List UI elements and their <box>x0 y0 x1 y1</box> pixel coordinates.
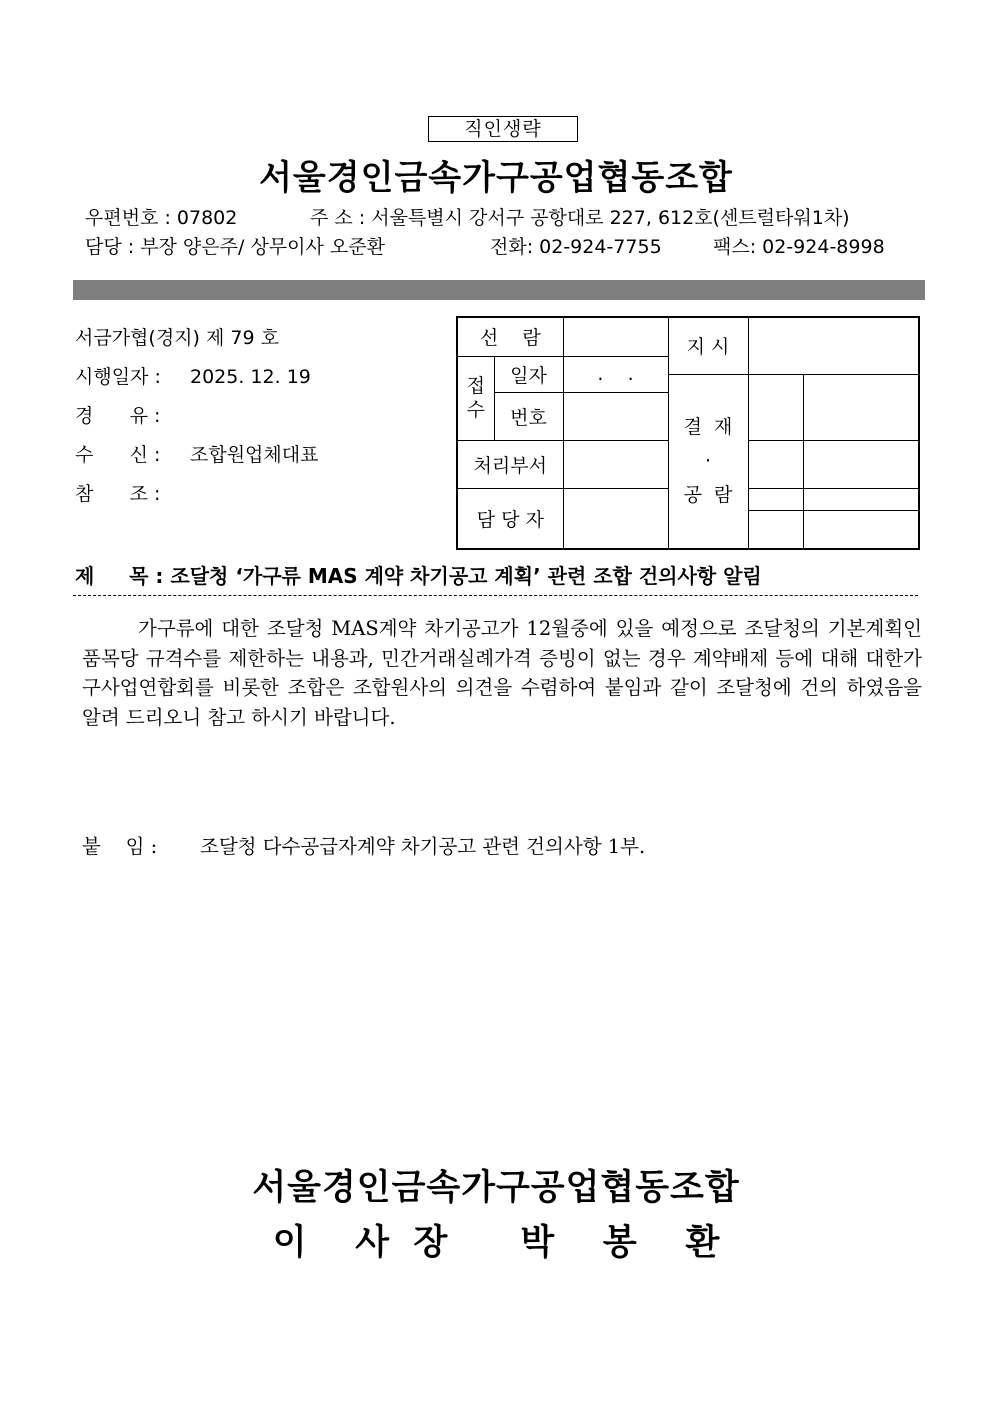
approval-cell-3b[interactable] <box>803 488 919 510</box>
approval-label-top: 결 재 <box>683 416 733 439</box>
stamp-omitted-note: 직인생략 <box>428 116 578 142</box>
approval-cell-4b[interactable] <box>803 510 919 549</box>
receipt-date-label: 일자 <box>494 356 563 392</box>
fax-number: 팩스: 02-924-8998 <box>713 236 885 258</box>
address: 주 소 : 서울특별시 강서구 공항대로 227, 612호(센트럴타워1차) <box>310 207 850 229</box>
attachment-text: 조달청 다수공급자계약 차기공고 관련 건의사항 1부. <box>200 835 646 858</box>
approval-cell-1b[interactable] <box>803 374 919 440</box>
department-label: 처리부서 <box>457 440 563 488</box>
receipt-label <box>457 356 494 440</box>
receipt-number-cell[interactable] <box>563 392 668 440</box>
header-divider-bar <box>73 280 925 300</box>
reference-row <box>75 479 181 506</box>
recipient-row <box>75 440 318 467</box>
via-row <box>75 401 181 428</box>
issue-date-row <box>75 362 311 389</box>
via-label: 경 유 : <box>75 405 161 427</box>
postal-code: 우편번호 : 07802 <box>85 207 238 229</box>
preview-cell[interactable] <box>563 317 668 356</box>
receipt-label-bottom: 수 <box>466 399 485 421</box>
recipient-label: 수 신 : <box>75 444 161 466</box>
recipient-value: 조합원업체대표 <box>190 444 319 466</box>
subject-divider <box>73 595 918 596</box>
approval-table <box>456 316 920 550</box>
signature-title-name: 이 사 장 박 봉 환 <box>272 1222 720 1263</box>
issue-date-value: 2025. 12. 19 <box>190 366 311 388</box>
subject-label: 제 목 : <box>75 564 164 588</box>
approval-cell-2b[interactable] <box>803 440 919 488</box>
attachment-label: 붙 임 : <box>82 835 158 858</box>
approval-cell-4a[interactable] <box>748 510 803 549</box>
receipt-label-top: 접 <box>466 375 485 397</box>
subject-text: 조달청 ‘가구류 MAS 계약 차기공고 계획’ 관련 조합 건의사항 알림 <box>170 564 762 588</box>
body-section <box>82 614 922 732</box>
manager-cell[interactable] <box>563 488 668 549</box>
receipt-date-value[interactable]: . . <box>563 356 668 392</box>
approval-cell-3a[interactable] <box>748 488 803 510</box>
approval-cell-1a[interactable] <box>748 374 803 440</box>
approval-cell-2a[interactable] <box>748 440 803 488</box>
manager-label: 담 당 자 <box>457 488 563 549</box>
approval-label <box>668 374 748 549</box>
reference-label: 참 조 : <box>75 483 161 505</box>
organization-title: 서울경인금속가구공업협동조합 <box>259 158 733 198</box>
issue-date-label: 시행일자 : <box>75 366 161 388</box>
approval-label-dot: · <box>704 450 712 473</box>
phone-number: 전화: 02-924-7755 <box>490 236 662 258</box>
department-cell[interactable] <box>563 440 668 488</box>
receipt-number-label: 번호 <box>494 392 563 440</box>
subject-line <box>75 560 762 589</box>
instruction-cell[interactable] <box>748 317 919 374</box>
instruction-label: 지 시 <box>668 317 748 374</box>
signature-organization: 서울경인금속가구공업협동조합 <box>252 1167 740 1208</box>
body-paragraph: 가구류에 대한 조달청 MAS계약 차기공고가 12월중에 있을 예정으로 조달청의 기본계획인 품목당 규격수를 제한하는 내용과, 민간거래실례가격 증빙이 없는 경우 계약배제 등에 대해 대한가구사업연합회를 비롯한 조합은 조합원사의 의견을 수렴하여 붙임과 같이 조달청에 건의 하였음을 알려 드리오니 참고 하시기 바랍니다. <box>82 617 922 729</box>
document-number: 서금가협(경지) 제 79 호 <box>75 327 279 349</box>
attachment-line <box>82 831 645 859</box>
contact-person: 담당 : 부장 양은주/ 상무이사 오준환 <box>85 236 385 258</box>
preview-label: 선 람 <box>457 317 563 356</box>
approval-label-bottom: 공 람 <box>683 484 733 507</box>
